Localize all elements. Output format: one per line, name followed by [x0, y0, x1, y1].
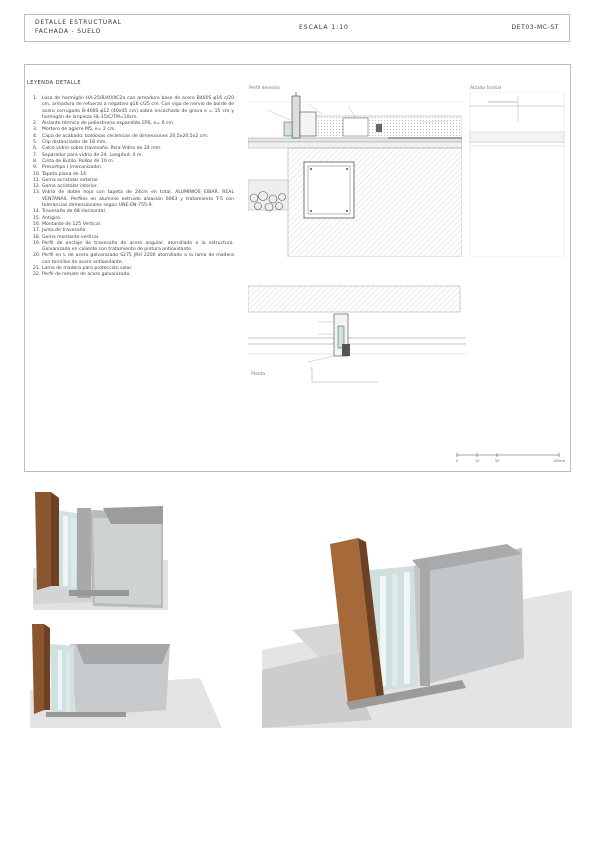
- legend-item: [33, 272, 234, 278]
- scale-tick-100: 100cm: [553, 459, 565, 463]
- render-view-3: [262, 520, 572, 728]
- legend-item-number: 1.: [33, 96, 38, 101]
- legend-item-number: 18.: [33, 234, 41, 240]
- legend-item-text: Goma acristalar exterior.: [42, 177, 100, 183]
- legend-list: [33, 96, 234, 279]
- legend-item-text: Vidrio de doble hoja con tapeta de 24cm en total. ALUMINIOS EIBAR. REAL VENTANAS. Perfiles en aluminio extruido aleación 6063 y tratamiento T-5 con tolerancias dimensionales según UNE-EN-755-9.: [42, 190, 234, 209]
- legend-item-text: Junta de travesaño.: [42, 228, 87, 234]
- legend-item-text: Losa de hormigón HA-25/B/40/XC2a con armadura base de acero B400S φ16 c/20 cm, armadura de refuerzo a negativo φ16 c/25 cm. Con viga de nervio de borde de acero corrugado B-400S φ12 (40x45 cm) sobre encachado de grava e = 15 cm y hormigón de limpieza HL-15/C/TM=10cm.: [42, 96, 234, 120]
- legend-item-text: Tapeta plana de 14.: [42, 171, 88, 177]
- legend-item-number: 8.: [33, 158, 38, 164]
- section-view-label: Perfil derecho: [249, 86, 280, 91]
- render-view-2: [30, 620, 222, 728]
- legend-item-text: Montante de 125 Vertical.: [42, 221, 102, 227]
- legend-item-text: Mortero de agarre M5, e= 2 cm.: [42, 127, 116, 133]
- legend-item-number: 7.: [33, 152, 38, 158]
- legend-item-text: Antigiro.: [42, 215, 62, 221]
- scale-tick-10: 10: [475, 459, 480, 463]
- legend-item-text: Perfil de remate de acero galvanizado.: [42, 272, 131, 278]
- elevation-view-label: Alzado frontal: [470, 86, 502, 91]
- legend-item-text: Lama de madera para protección solar.: [42, 266, 133, 272]
- legend-item-text: Calce vidrio sobre travesaño. Para Vidrio de 24 mm.: [42, 146, 162, 152]
- title-line-2: FACHADA - SUELO: [35, 28, 102, 35]
- legend-item-number: 14.: [33, 209, 41, 215]
- legend-item-number: 9.: [33, 165, 38, 171]
- scale-tick-50: 50: [495, 459, 500, 463]
- scale-tick-0: 0: [456, 459, 459, 463]
- legend-item-text: Presortipo I (mecanizado).: [42, 165, 103, 171]
- title-line-1: DETALLE ESTRUCTURAL: [35, 19, 122, 26]
- elevation-drawing: [468, 92, 566, 257]
- legend-item-text: Goma acristalar interior.: [42, 184, 98, 190]
- plan-drawing: [248, 282, 466, 386]
- legend-item-number: 13.: [33, 190, 41, 196]
- legend-item-number: 21.: [33, 266, 41, 272]
- plan-view-label: Planta: [251, 372, 266, 377]
- render-view-1: [33, 490, 168, 610]
- legend-item-number: 10.: [33, 171, 41, 177]
- legend-item-number: 17.: [33, 228, 41, 234]
- legend-item-number: 22.: [33, 272, 41, 278]
- legend-item-text: Aislante térmico de poliestireno expandido EPS, e= 6 cm.: [42, 121, 175, 127]
- legend-item-number: 11.: [33, 177, 41, 183]
- legend-item-text: Separador para vidrio de 24. Longitud: 4 m.: [42, 152, 143, 158]
- legend-item-number: 16.: [33, 221, 41, 227]
- legend-item: [33, 253, 234, 266]
- legend-item-number: 6.: [33, 146, 38, 152]
- section-detail-drawing: [248, 92, 462, 257]
- drawing-code: DET03-MC-ST: [511, 24, 559, 31]
- legend-item-number: 2.: [33, 121, 38, 127]
- legend-item-text: Capa de acabado: baldosas cerámicas de dimensiones 20,5x20,5x2 cm.: [42, 133, 209, 139]
- legend-item: [33, 190, 234, 209]
- title-block: [24, 14, 570, 42]
- legend-item-text: Cinta de Butilo. Rollos de 10 m.: [42, 158, 115, 164]
- legend-item-number: 5.: [33, 140, 38, 146]
- scale-bar: [455, 451, 565, 465]
- legend-item-number: 4.: [33, 133, 38, 139]
- legend-item-text: Clip distanciador de 18 mm.: [42, 140, 107, 146]
- legend-item-number: 20.: [33, 253, 41, 259]
- legend-title: LEYENDA DETALLE: [27, 80, 81, 86]
- legend-item-number: 12.: [33, 184, 41, 190]
- legend-item-number: 3.: [33, 127, 38, 133]
- legend-item-number: 15.: [33, 215, 41, 221]
- legend-item: [33, 96, 234, 121]
- legend-item-text: Perfil en L de acero galvanizado S275 JRH 2200 atornillado a la lama de madera con tornillos de acero antioxidante.: [42, 253, 234, 265]
- legend-item-number: 19.: [33, 240, 41, 246]
- legend-item-text: Travesaño de 68 Horizontal.: [42, 209, 107, 215]
- scale-label: ESCALA 1:10: [299, 24, 349, 31]
- legend-item-text: Goma montante vertical.: [42, 234, 100, 240]
- legend-item-text: Perfil de anclaje de travesaño de acero angular, atornillado a la estructura. Galvanizado en caliente con tratamiento de pintura antioxidante.: [42, 240, 234, 253]
- legend-item: [33, 241, 234, 254]
